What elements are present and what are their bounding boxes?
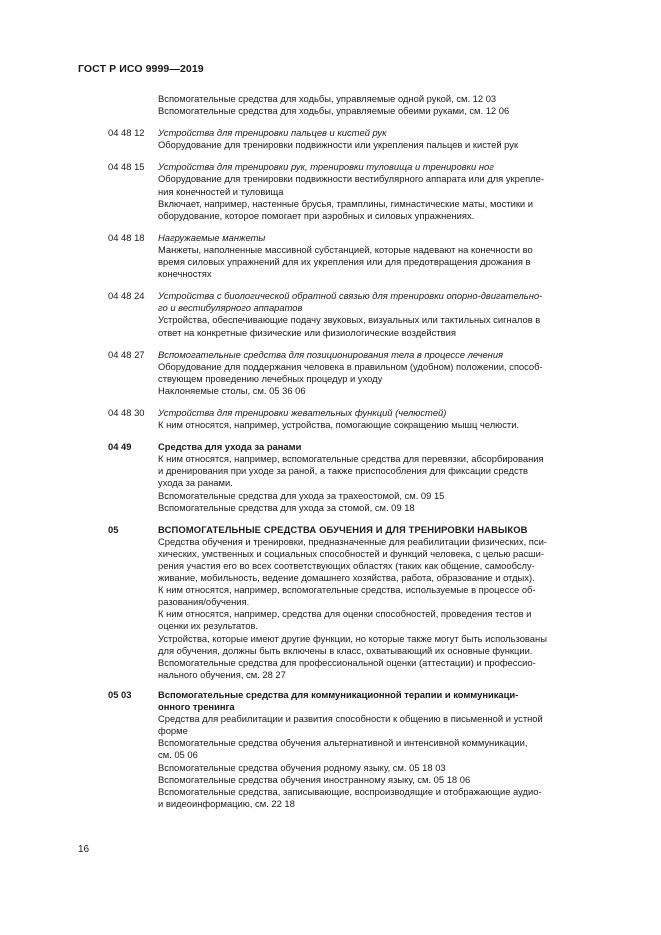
section-line: Средства обучения и тренировки, предназначенные для реабилитации физических, пси- <box>158 535 547 547</box>
section-title: Вспомогательные средства для коммуникационной терапии и коммуникаци- <box>158 688 519 700</box>
entry-line: ния конечностей и туловища <box>158 185 284 197</box>
section-line: хических, умственных и социальных способностей и функций человека, с целью расши- <box>158 547 545 559</box>
document-header: ГОСТ Р ИСО 9999—2019 <box>78 63 204 75</box>
section-line: оценки их результатов. <box>158 620 259 632</box>
entry-044830 <box>78 407 623 431</box>
section-line: Устройства, которые имеют другие функции, но которые также могут быть использованы <box>158 632 547 644</box>
section-line: Вспомогательные средства обучения альтернативной и интенсивной коммуникации, <box>158 737 528 749</box>
entry-line: Устройства, обеспечивающие подачу звуковых, визуальных или тактильных сигналов в <box>158 314 541 326</box>
section-line: для обучения, должны быть включены в класс, охватывающий их основные функции. <box>158 644 533 656</box>
entry-line: Оборудование для поддержания человека в правильном (удобном) положении, способ- <box>158 360 543 372</box>
intro-line: Вспомогательные средства для ходьбы, управляемые одной рукой, см. 12 03 <box>158 93 497 104</box>
section-line: нального обучения, см. 28 27 <box>158 668 286 680</box>
entry-title: Устройства для тренировки жевательных функций (челюстей) <box>158 406 447 418</box>
entry-044818 <box>78 232 623 280</box>
entry-line: Манжеты, наполненные массивной субстанцией, которые надевают на конечности во <box>158 243 533 255</box>
section-line: и дренирования при уходе за раной, а также приспособления для фиксации средств <box>158 465 528 477</box>
section-0503 <box>78 689 623 810</box>
section-title: Средства для ухода за ранами <box>158 441 302 453</box>
section-title: ВСПОМОГАТЕЛЬНЫЕ СРЕДСТВА ОБУЧЕНИЯ И ДЛЯ ТРЕНИРОВКИ НАВЫКОВ <box>158 523 528 535</box>
entry-title: Вспомогательные средства для позиционирования тела в процессе лечения <box>158 348 504 360</box>
section-code: 05 <box>108 523 119 535</box>
section-code: 05 03 <box>108 688 132 700</box>
section-line: К ним относятся, например, вспомогательные средства для перевязки, абсорбирования <box>158 453 544 465</box>
entry-044815 <box>78 161 623 221</box>
section-line: К ним относятся, например, вспомогательные средства, используемые в процессе об- <box>158 584 536 596</box>
section-0449 <box>78 441 623 514</box>
entry-line: конечностях <box>158 268 212 280</box>
entry-line: Включает, например, настенные брусья, трамплины, гимнастические маты, мостики и <box>158 197 534 209</box>
section-line: К ним относятся, например, средства для оценки способностей, проведения тестов и <box>158 608 532 620</box>
section-line: и видеоинформацию, см. 22 18 <box>158 797 295 809</box>
entry-044812 <box>78 127 623 151</box>
entry-line: время силовых упражнений для их укрепления или для предотвращения дрожания в <box>158 256 531 268</box>
document-body <box>78 93 623 820</box>
entry-code: 04 48 30 <box>108 406 145 418</box>
section-title-cont: онного тренинга <box>158 701 235 713</box>
intro-line: Вспомогательные средства для ходьбы, управляемые обеими руками, см. 12 06 <box>158 105 510 117</box>
entry-title-cont: го и вестибулярного аппаратов <box>158 302 303 314</box>
entry-code: 04 48 12 <box>108 127 145 139</box>
entry-title: Устройства для тренировки пальцев и кистей рук <box>158 127 387 139</box>
section-line: см. 05 06 <box>158 749 198 761</box>
entry-line: Наклоняемые столы, см. 05 36 06 <box>158 384 306 396</box>
entry-title: Нагружаемые манжеты <box>158 231 266 243</box>
section-line: Вспомогательные средства для ухода за трахеостомой, см. 09 15 <box>158 489 445 501</box>
entry-line: ответ на конкретные физические или физиологические воздействия <box>158 326 456 338</box>
entry-line: К ним относятся, например, устройства, помогающие сокращению мышц челюсти. <box>158 419 520 431</box>
section-line: разования/обучения. <box>158 596 250 608</box>
entry-line: оборудование, которое помогает при аэробных и силовых упражнениях. <box>158 209 475 221</box>
entry-code: 04 48 18 <box>108 231 145 243</box>
entry-code: 04 48 27 <box>108 348 145 360</box>
entry-code: 04 48 15 <box>108 161 145 173</box>
section-05 <box>78 524 623 681</box>
section-line: Вспомогательные средства обучения родному языку, см. 05 18 03 <box>158 761 446 773</box>
section-line: Вспомогательные средства для ухода за стомой, см. 09 18 <box>158 501 415 513</box>
section-line: Вспомогательные средства для профессиональной оценки (аттестации) и профессио- <box>158 656 536 668</box>
intro-block <box>78 93 623 117</box>
section-line: рения участия его во всех соответствующих областях (таких как общение, самообслу- <box>158 560 535 571</box>
page-number: 16 <box>78 844 90 855</box>
section-line: живание, мобильность, ведение домашнего хозяйства, работа, образование и отдых). <box>158 572 535 584</box>
section-line: ухода за ранами. <box>158 477 233 489</box>
section-line: Средства для реабилитации и развития способности к общению в письменной и устной <box>158 713 543 725</box>
entry-title: Устройства с биологической обратной связью для тренировки опорно-двигательно- <box>158 290 543 302</box>
section-line: форме <box>158 725 188 737</box>
entry-044827 <box>78 349 623 397</box>
entry-title: Устройства для тренировки рук, тренировки туловища и тренировки ног <box>158 161 494 173</box>
entry-line: Оборудование для тренировки подвижности или укрепления пальцев и кистей рук <box>158 139 519 151</box>
entry-line: Оборудование для тренировки подвижности вестибулярного аппарата или для укрепле- <box>158 173 544 185</box>
section-line: Вспомогательные средства обучения иностранному языку, см. 05 18 06 <box>158 773 471 785</box>
section-line: Вспомогательные средства, записывающие, воспроизводящие и отображающие аудио- <box>158 785 542 797</box>
entry-line: ствующем проведению лечебных процедур и уходу <box>158 372 383 384</box>
entry-code: 04 48 24 <box>108 290 145 302</box>
section-code: 04 49 <box>108 441 132 453</box>
entry-044824 <box>78 290 623 338</box>
